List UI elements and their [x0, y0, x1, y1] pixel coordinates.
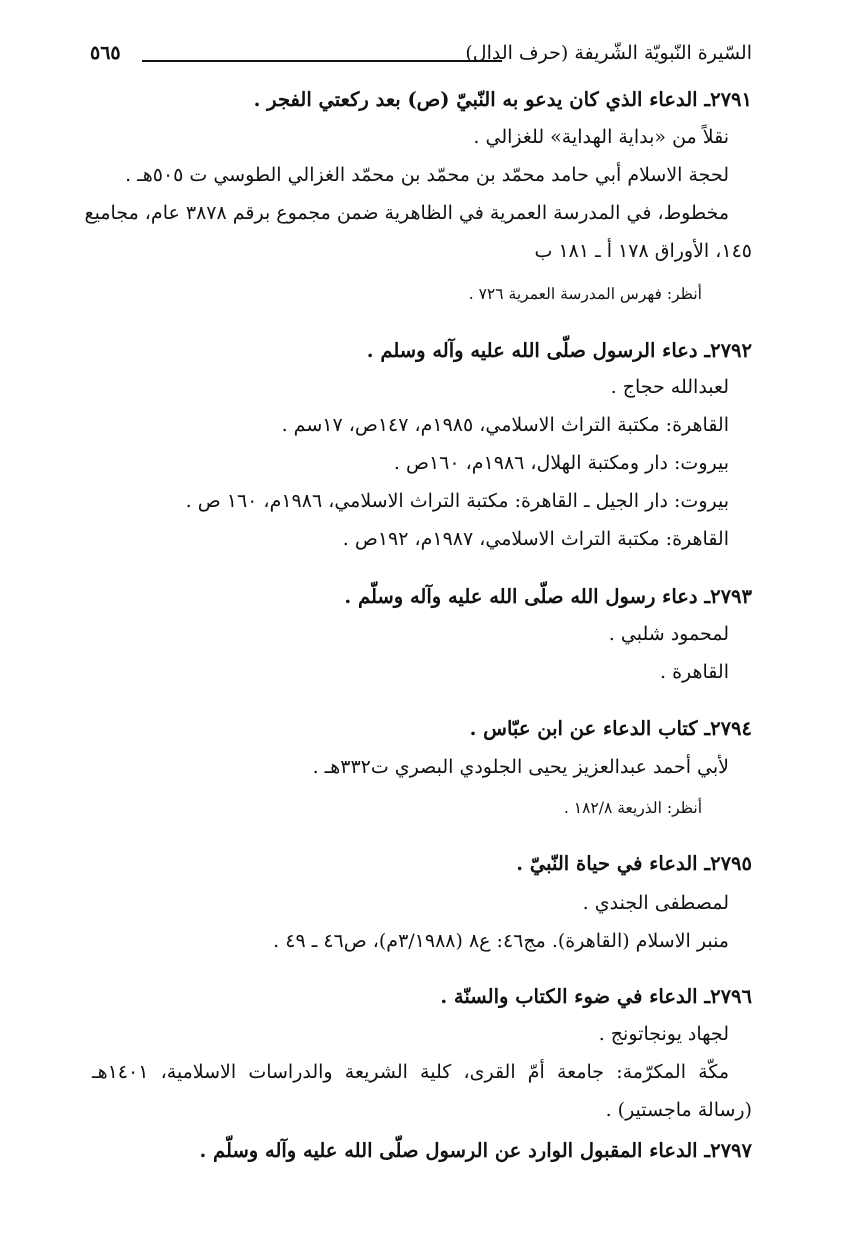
entry-line: ١٤٥، الأوراق ١٧٨ أ ـ ١٨١ ب [534, 240, 752, 262]
entry-line: لحجة الاسلام أبي حامد محمّد بن محمّد بن محمّد الغزالي الطوسي ت ٥٠٥هـ . [125, 164, 729, 186]
entry-line: بيروت: دار الجيل ـ القاهرة: مكتبة التراث الاسلامي، ١٩٨٦م، ١٦٠ ص . [185, 490, 729, 512]
reference-note: أنظر: الذريعة ١٨٢/٨ . [563, 799, 702, 817]
running-header [90, 38, 752, 74]
entry-line: لجهاد يونجاتونج . [598, 1023, 729, 1045]
entry-line: لمحمود شلبي . [608, 623, 729, 645]
entry-line: (رسالة ماجستير) . [605, 1099, 752, 1121]
entry-line: منبر الاسلام (القاهرة). مج٤٦: ع٨ (٣/١٩٨٨م)، ص٤٦ ـ ٤٩ . [273, 930, 729, 952]
entry-line: لمصطفى الجندي . [582, 892, 729, 914]
entry-line: نقلاً من «بداية الهداية» للغزالي . [473, 126, 729, 148]
entry-title: ٢٧٩٤ـ كتاب الدعاء عن ابن عبّاس . [469, 717, 752, 740]
entry-line: القاهرة: مكتبة التراث الاسلامي، ١٩٨٥م، ١٤٧ص، ١٧سم . [281, 414, 729, 436]
entry-line: مكّة المكرّمة: جامعة أمّ القرى، كلية الشريعة والدراسات الاسلامية، ١٤٠١هـ [92, 1061, 729, 1083]
entry-title: ٢٧٩١ـ الدعاء الذي كان يدعو به النّبيّ (ص) بعد ركعتي الفجر . [253, 88, 752, 111]
entry-title: ٢٧٩٦ـ الدعاء في ضوء الكتاب والسنّة . [440, 985, 752, 1008]
entry-title: ٢٧٩٧ـ الدعاء المقبول الوارد عن الرسول صلّى الله عليه وآله وسلّم . [199, 1139, 752, 1162]
entry-line: القاهرة: مكتبة التراث الاسلامي، ١٩٨٧م، ١٩٢ص . [342, 528, 729, 550]
reference-note: أنظر: فهرس المدرسة العمرية ٧٢٦ . [468, 285, 702, 303]
page-number: ٥٦٥ [90, 42, 121, 64]
header-rule [142, 60, 502, 62]
entry-line: مخطوط، في المدرسة العمرية في الظاهرية ضمن مجموع برقم ٣٨٧٨ عام، مجاميع [84, 202, 729, 224]
header-title: السّيرة النّبويّة الشّريفة (حرف الدال) [465, 42, 752, 64]
entry-title: ٢٧٩٥ـ الدعاء في حياة النّبيّ . [516, 852, 752, 875]
entry-title: ٢٧٩٢ـ دعاء الرسول صلّى الله عليه وآله وسلم . [366, 339, 752, 362]
entry-line: لعبدالله حجاج . [610, 376, 729, 398]
entry-title: ٢٧٩٣ـ دعاء رسول الله صلّى الله عليه وآله وسلّم . [344, 585, 752, 608]
entry-line: لأبي أحمد عبدالعزيز يحيى الجلودي البصري ت٣٣٢هـ . [312, 756, 729, 778]
entry-line: القاهرة . [659, 661, 729, 683]
entry-line: بيروت: دار ومكتبة الهلال، ١٩٨٦م، ١٦٠ص . [393, 452, 729, 474]
